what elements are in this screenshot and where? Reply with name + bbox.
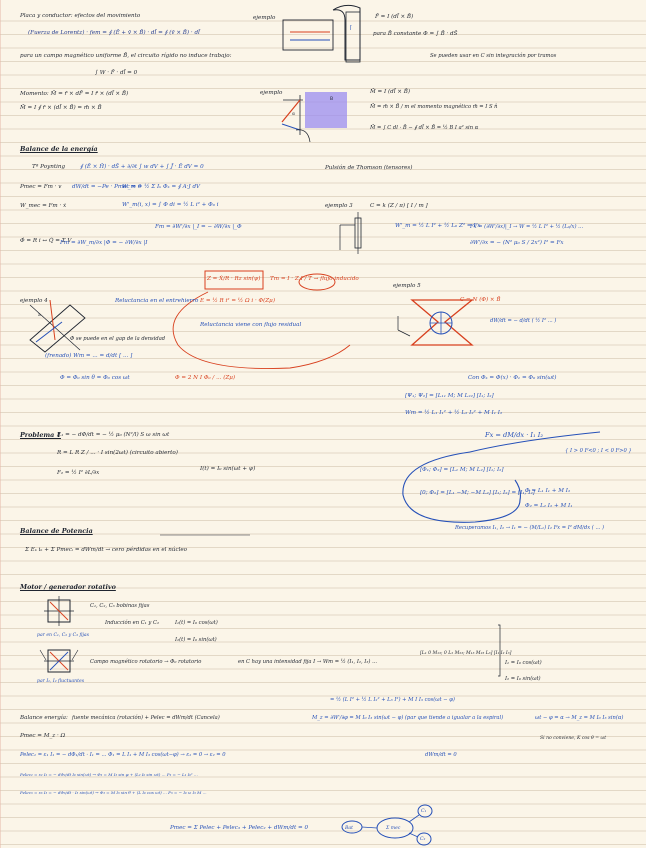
ejemplo-5-label: ejemplo 5 [393,283,421,289]
f-lim: { I > 0 F<0 ; I < 0 F>0 } [565,448,632,454]
label-energia: Pmec = Fm · v [20,184,62,190]
series-eq: C = k (Z / π) [ I / m ] [370,203,428,209]
pend-eq: E = ½ R i² = ½ Ω i · Φ(Zμ) [200,298,276,304]
problem-1: E₁ = − dΦ/dt = − ½ μ₀ (N²/l) S ω sin ωt [57,432,170,438]
force-moment: Momento: M̄ = r̄ × dF̄ = I r̄ × (dl̄ × B̄) [20,91,129,97]
diagram-bat: Bat [345,826,353,831]
ejemplo-2-label: ejemplo [260,90,283,96]
uniform-field-note: para un campo magnético uniforme B̄, el circuito rígido no induce trabajo: [20,53,232,59]
rotor-i2: I₂ = I₀ sin(ωt) [505,676,541,682]
motor-note: C₁, C₂, C₃ bobinas fijas [90,603,150,609]
sync: ωt − φ = α → M_z = M I₀ I₃ sin(α) [535,715,624,721]
coenergy: W_m = ½ Σ Iₖ Φₖ = ∮ A·J dV [122,184,201,190]
rigid-note: Se pueden usar en C sin integración por tramos [430,53,557,59]
reluctance-label: Reluctancia en el entrehierro [115,298,199,304]
motor-field: Campo magnético rotatorio → Φ₀ rotatorio [90,659,202,665]
rotor-i: I₁ = I₀ cos(ωt) [505,660,542,666]
force-phi: Fm = ∂W_m/∂x |Φ = − ∂W/∂x |I [60,240,148,246]
pmec: Pmec = M_z · Ω [20,733,66,739]
ejemplo-3-label: ejemplo 3 [325,203,353,209]
diagram-center: Σ mec [386,826,401,831]
p-elec1: Pelec₁ = ε₁ I₁ = − dΦ₁/dt · I₁ = ... Φ₁ = L I₁ + M I₃ cos(ωt−φ) → ε₁ = 0 → ε₂ = 0 [20,752,226,758]
sub-eq: Recuperamos I₁, I₂ → I₁ = − (M/L₁) I₂ Fx = I² dM/dx ( ... ) [455,525,605,531]
energy-header: Balance de la energía [20,145,98,153]
power-eq: Σ Eₖ iₖ + Σ Pmecᵢ = dWm/dt → cero pérdidas en el núcleo [25,547,188,553]
energy-balance: dW/dt = −Pe · Pmec = 0 [72,184,142,190]
sync-cond: Si no conviene, K cos θ = ωt [540,736,607,741]
maxwell-label: Pulsión de Thomson (tensores) [325,165,413,171]
theorem-label: Tª Poynting [32,164,66,170]
zero-work: ∫ W · F̄ · dl̄ = 0 [95,70,138,76]
energy-bal: fuente mecánica (rotación) + Pelec = dWm/dt (Cancela) [72,715,220,721]
rotor-matrix: [L₁ 0 M₁₃; 0 L₂ M₂₃; M₁₃ M₂₃ L₃] [I₁ I₂ I₃] [420,651,512,656]
induced-fem: (Fuerza de Lorentz) · fem = ∮ (Ē + v̄ × B̄) · dl̄ = ∮ (v̄ × B̄) · dl̄ [28,30,200,36]
svg-text:a: a [38,313,41,318]
sum-eq: Pmec = Σ Pelec + Pelec₃ + Pelec₂ + dWm/dt = 0 [170,825,309,831]
force-x: ∂W'/∂x = − (N² μ₀ S / 2x²) I² = Fx [470,240,564,246]
box-eq: Z = Ẋ/R · Rz sin(ψ) [207,276,261,282]
coil-diagram-icon [340,212,361,254]
frenado: (frenado) Wm = ... = d/dt [ ... ] [45,353,133,359]
poynting: ∮ (Ē × H̄) · dS̄ + ∂/∂t ∫ w dV + ∫ J̄ · Ē dV = 0 [80,164,204,170]
dissipation: dW/dt = − d/dt ( ½ I² ... ) [490,318,557,324]
problem-label: Problema 1 [20,431,61,439]
torque-eq: M̄ = I (dl̄ × B̄) [370,89,411,95]
loop-integral: M̄ = ∫ C dl · B̄ − ∮ dl̄ × B̄ = ½ B I a² sin α [370,125,479,131]
problem-2: R = L R Z / ... · I sin(2ωt) (circuito abierto) [57,450,178,456]
motor-i1: I₁(t) = I₀ cos(ωt) [175,620,218,626]
rotor-note: en C hay una intensidad fija I → Wm = ½ (I₁, I₂, I₃) ... [238,659,378,665]
diagram-c1: C₁ [421,809,427,814]
motor-sub: Inducción en C₁ y C₂ [105,620,160,626]
m-torque: Tm = I · Z I / T → flujo inducido [270,276,359,282]
svg-text:Ī: Ī [350,26,352,32]
power-header: Balance de Potencia [20,527,93,535]
virtual-work: W'_m = ½ L I² + ½ L₀ Z² = Fx [395,223,481,229]
ejemplo-4-label: ejemplo 4 [20,298,48,304]
ejemplo-top-label: ejemplo [253,15,276,21]
diagram-c2: C₂ [420,837,426,842]
problem-3: F₂ = ½ I² ∂L/∂x [57,470,100,476]
mec-energy: W_mec = Fm · ẋ [20,203,67,209]
matrix-eq2: [0; Φ₂] = [L₁ −M; −M L₂] [I₁; I₂] = [I₁; I₂] [420,490,535,496]
svg-text:α: α [292,112,295,117]
gap-note: Φ se puede en el gap de la densidad [70,336,166,342]
coil-reluctance-diagram-icon [398,300,472,345]
matrix-eq: [Φ₁; Φ₂] = [L₁ M; M L₂] [I₁; I₂] [420,467,504,473]
flux-link: Con Φₖ = Φ(x) · Φ₁ = Φ₀ sin(ωt) [468,375,557,381]
force-coupled: Fx = dM/dx · I₁ I₂ [485,431,544,439]
inductance-matrix: [Ψ₁; Ψ₂] = [L₁₁ M; M L₂₂] [I₁; I₂] [405,393,494,399]
bob-fijas: par en C₁, C₂ y C₃ fijas [37,633,90,638]
matrix-res2: Φ₂ = L₂ I₂ + M I₁ [525,503,573,509]
matrix-res: Φ = L₁ I₁ + M I₂ [525,488,571,494]
torque-motor: M_z = ∂W'/∂φ = M I₀ I₃ sin(ωt − φ) (par que tiende a igualar a la espiral) [312,715,504,721]
top-title: Placa y conductor: efectos del movimiento [20,13,141,19]
coupled-energy: Wm = ½ L₁ I₁² + ½ L₂ I₂² + M I₁ I₂ [405,410,503,416]
svg-text:B: B [330,97,334,102]
magnet-diagram-icon [283,5,360,62]
p-elec2: Pelec₂ = ε₂ I₂ = − dΦ₂/dt I₀ sin(ωt) → Φ₂ = M I₃ sin φ + (L₂ I₀ sin ωt) ... P₂ = − L₁ I₀² ... [20,772,198,777]
dwm-zero: dWm/dt = 0 [425,752,457,758]
p-elec3: Pelec₃ = ε₃ I₃ = − dΦ₃/dt · I₃ sin(ωt) → Φ₃ = M I₃ sin θ + (L I₀ cos ωt) ... P₃ = − I₀ ω I₃ M ... [20,790,207,795]
eq-omega: Φ = Φ₀ sin θ = Φ₀ cos ωt [60,375,130,381]
force-deriv: Fm = ∂W'/∂x |_I = − ∂W/∂x |_Φ [155,224,242,230]
moment-integral: M̄ = I ∮ r̄ × (dl̄ × B̄) = m̄ × B̄ [20,105,102,111]
energy-bal-label: Balance energía: [20,715,68,721]
mag-eq: Φ = 2 N I Φ₀ / ... (Zμ) [175,375,236,381]
problem-2b: I(t) = I₀ sin(ωt + ψ) [200,466,256,472]
torque-c: C = N (Φ) × B̄ [460,297,501,303]
torque-spiral-diagram-icon [30,300,85,352]
wm-total: = ½ (L I² + ½ L I₂² + L₃ I²) + M I I₃ cos(ωt − φ) [330,697,455,703]
work-i: Fx = (∂W'/∂x)|_I → W = ½ L I² + ½ (L₀/x) ... [470,224,584,230]
loop-in-field-diagram-icon [282,92,347,142]
motors-header: Motor / generador rotativo [20,583,116,591]
loop-moment: M̄ = m̄ × B̄ / m el momento magnético m̄ = I S n̂ [370,104,498,110]
coenergy2: W'_m(i, x) = ∫ Φ di = ½ L i² + Φ₀ i [122,202,219,208]
force-top: F̄ = I (dl̄ × B̄) [375,14,414,20]
gen-note: par I₁, I₂ fluctuantes [37,679,85,684]
motor-i2: I₂(t) = I₀ sin(ωt) [175,637,217,643]
flux-note: para B̄ constante Φ = ∫ B̄ · dS̄ [373,31,458,37]
torque-note: Reluctancia viene con flujo residual [200,322,302,328]
phi-eq: Φ̇ = R i ↔ Q̇ = Σ V [20,238,72,244]
